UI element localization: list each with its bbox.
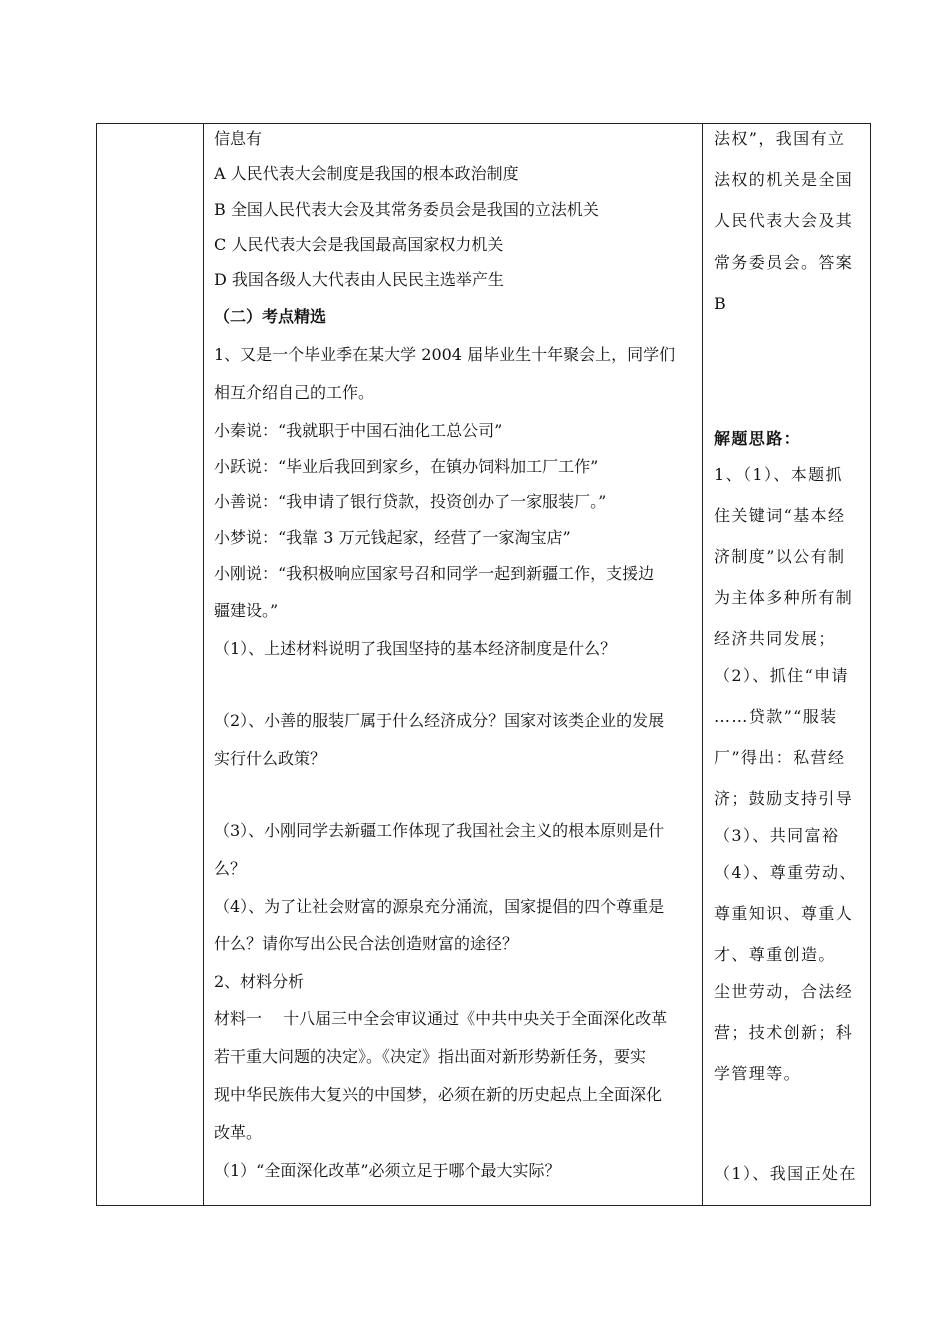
quote-xiaoshan: 小善说：“我申请了银行贷款，投资创办了一家服装厂。” [214,492,607,511]
q2-answer-start: （1）、我国正处在 [714,1164,857,1183]
option-c: C 人民代表大会是我国最高国家权力机关 [214,235,504,254]
answer-line-15: 营；技术创新；科 [714,1023,854,1042]
answer-line-5: 经济共同发展； [714,629,836,648]
quote-xiaoqin: 小秦说：“我就职于中国石油化工总公司” [214,421,503,440]
answer-column [706,123,866,1206]
q2-material-line-4: 改革。 [214,1123,263,1142]
q2-material-line-3: 现中华民族伟大复兴的中国梦，必须在新的历史起点上全面深化 [214,1085,663,1104]
answer-line-6: （2）、抓住“申请 [714,666,849,685]
prev-answer-line-3: 人民代表大会及其 [714,211,854,230]
quote-xiaoyue: 小跃说：“毕业后我回到家乡，在镇办饲料加工厂工作” [214,457,599,476]
answer-line-1: 1、（1）、本题抓 [714,465,843,484]
answer-line-11: （4）、尊重劳动、 [714,863,857,882]
q1-sub-1: （1）、上述材料说明了我国坚持的基本经济制度是什么？ [214,639,617,658]
q1-line-1: 1、又是一个毕业季在某大学 2004 届毕业生十年聚会上，同学们 [214,345,676,364]
answer-line-10: （3）、共同富裕 [714,826,840,845]
q1-sub-4-line-2: 什么？请你写出公民合法创造财富的途径？ [214,934,519,953]
option-d: D 我国各级人大代表由人民民主选举产生 [214,270,504,289]
q2-material-line-2: 若干重大问题的决定》。《决定》指出面对新形势新任务，要实 [214,1047,647,1066]
option-a: A 人民代表大会制度是我国的根本政治制度 [214,164,519,183]
q1-line-2: 相互介绍自己的工作。 [214,383,375,402]
blank-left-column [96,123,203,1206]
section-heading: （二）考点精选 [214,307,327,326]
answer-line-8: 厂”得出：私营经 [714,748,846,767]
answer-line-4: 为主体多种所有制 [714,588,854,607]
column-divider-left [203,123,204,1206]
q1-sub-2-line-2: 实行什么政策？ [214,749,327,768]
intro-text: 信息有 [214,129,263,148]
answer-line-9: 济；鼓励支持引导 [714,789,854,808]
q2-heading: 2、材料分析 [214,972,305,991]
q1-sub-3-line-1: （3）、小刚同学去新疆工作体现了我国社会主义的根本原则是什 [214,821,665,840]
q1-sub-3-line-2: 么？ [214,859,247,878]
quote-xiaogang: 小刚说：“我积极响应国家号召和同学一起到新疆工作，支援边 [214,564,655,583]
answer-line-3: 济制度”以公有制 [714,547,846,566]
quote-xiaomeng: 小梦说：“我靠 3 万元钱起家，经营了一家淘宝店” [214,528,571,547]
prev-answer-line-4: 常务委员会。答案 [714,253,854,272]
question-column [210,123,700,1206]
q2-material-line-1: 材料一 十八届三中全会审议通过《中共中央关于全面深化改革 [214,1009,668,1028]
prev-answer-line-5: B [714,294,728,313]
prev-answer-line-2: 法权的机关是全国 [714,170,854,189]
column-divider-right [702,123,703,1206]
quote-xiaogang-cont: 疆建设。” [214,601,279,620]
option-b: B 全国人民代表大会及其常务委员会是我国的立法机关 [214,200,599,219]
answer-line-7: ……贷款”“服装 [714,707,838,726]
q2-sub-1: （1）“全面深化改革”必须立足于哪个最大实际？ [214,1161,561,1180]
answer-line-14: 尘世劳动，合法经 [714,982,854,1001]
q1-sub-2-line-1: （2）、小善的服装厂属于什么经济成分？国家对该类企业的发展 [214,711,665,730]
answer-line-12: 尊重知识、尊重人 [714,904,854,923]
answer-line-2: 住关键词“基本经 [714,506,846,525]
q1-sub-4-line-1: （4）、为了让社会财富的源泉充分涌流，国家提倡的四个尊重是 [214,897,665,916]
solution-heading: 解题思路： [714,429,802,448]
answer-line-13: 才、尊重创造。 [714,945,836,964]
answer-line-16: 学管理等。 [714,1064,802,1083]
prev-answer-line-1: 法权”，我国有立 [714,129,846,148]
